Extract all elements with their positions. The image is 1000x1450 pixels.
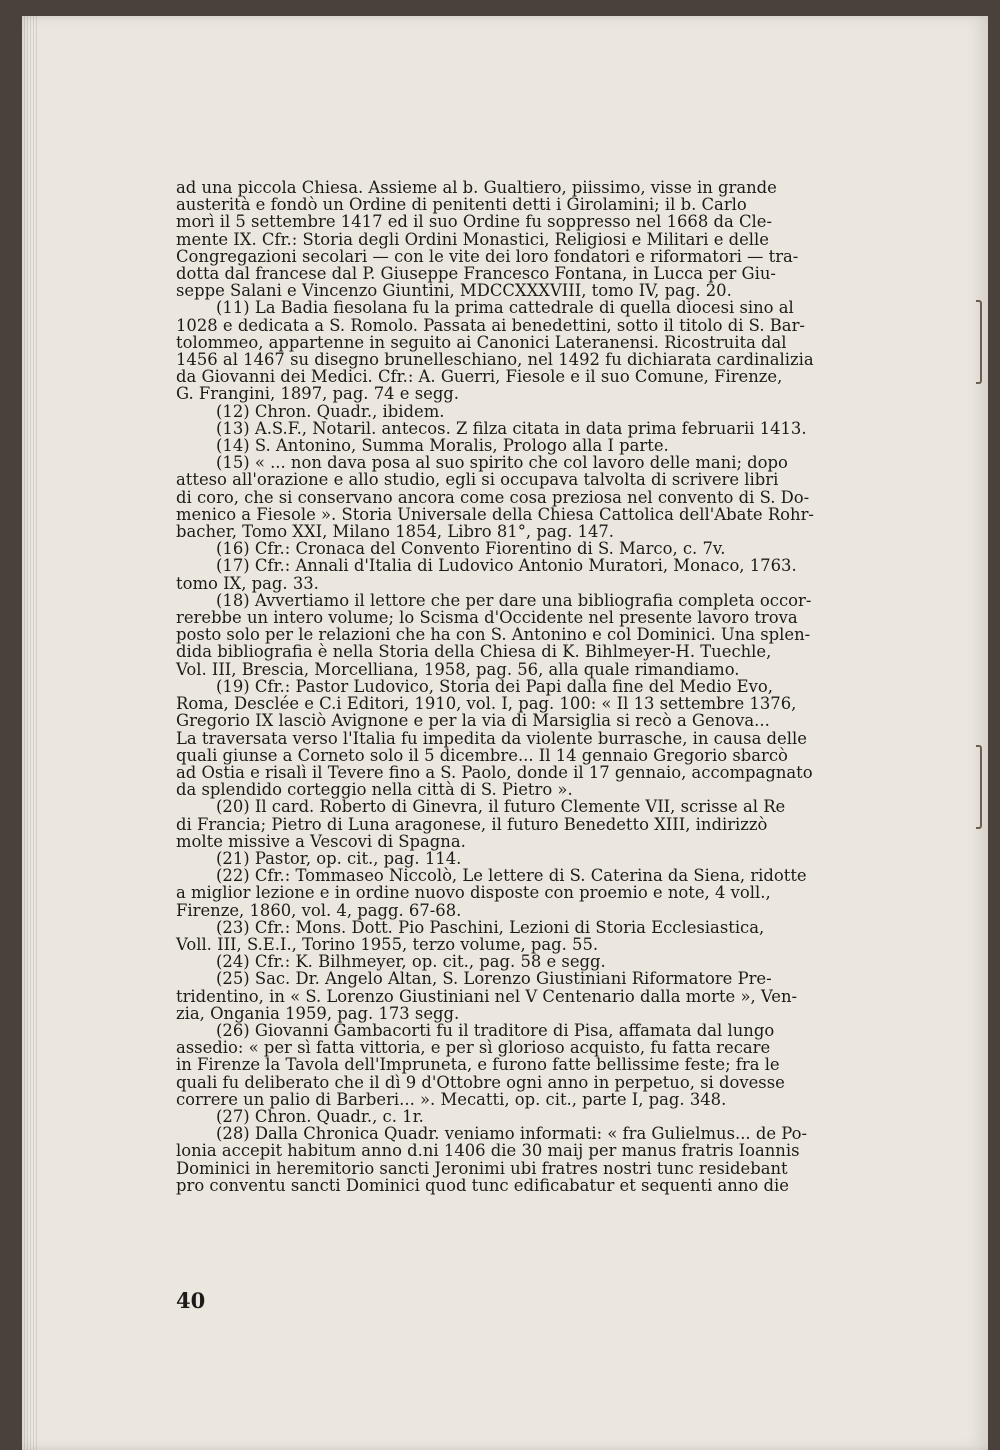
footnote-21: (21) Pastor, op. cit., pag. 114. bbox=[216, 848, 462, 868]
text-line: ad una piccola Chiesa. Assieme al b. Gualtiero, piissimo, visse in grande bbox=[176, 178, 777, 197]
text-line: La traversata verso l'Italia fu impedita da violente burrasche, in causa delle bbox=[176, 728, 807, 748]
text-line: quali fu deliberato che il dì 9 d'Ottobre ogni anno in perpetuo, si dovesse bbox=[176, 1072, 785, 1092]
footnote-19: (19) Cfr.: Pastor Ludovico, Storia dei Papi dalla fine del Medio Evo, bbox=[216, 676, 773, 696]
footnotes-text bbox=[176, 179, 868, 1194]
footnote-18: (18) Avvertiamo il lettore che per dare una bibliografia completa occor- bbox=[216, 590, 812, 610]
text-line: morì il 5 settembre 1417 ed il suo Ordine fu soppresso nel 1668 da Cle- bbox=[176, 212, 772, 232]
footnote-22: (22) Cfr.: Tommaseo Niccolò, Le lettere di S. Caterina da Siena, ridotte bbox=[216, 866, 807, 886]
text-line: Dominici in heremitorio sancti Jeronimi ubi fratres nostri tunc residebant bbox=[176, 1158, 788, 1178]
text-line: Congregazioni secolari — con le vite dei loro fondatori e riformatori — tra- bbox=[176, 246, 799, 266]
footnote-11: (11) La Badia fiesolana fu la prima cattedrale di quella diocesi sino al bbox=[216, 298, 794, 318]
text-line: Firenze, 1860, vol. 4, pagg. 67-68. bbox=[176, 900, 462, 920]
text-line: seppe Salani e Vincenzo Giuntini, MDCCXXXVIII, tomo IV, pag. 20. bbox=[176, 281, 732, 301]
text-line: correre un palio di Barberi... ». Mecatti, op. cit., parte I, pag. 348. bbox=[176, 1089, 727, 1109]
text-line: Vol. III, Brescia, Morcelliana, 1958, pag. 56, alla quale rimandiamo. bbox=[176, 659, 740, 679]
text-line: G. Frangini, 1897, pag. 74 e segg. bbox=[176, 384, 460, 404]
text-line: 1028 e dedicata a S. Romolo. Passata ai benedettini, sotto il titolo di S. Bar- bbox=[176, 315, 805, 335]
text-line: menico a Fiesole ». Storia Universale della Chiesa Cattolica dell'Abate Rohr- bbox=[176, 504, 814, 524]
text-line: in Firenze la Tavola dell'Impruneta, e furono fatte bellissime feste; fra le bbox=[176, 1055, 780, 1075]
margin-mark bbox=[976, 300, 982, 384]
page-number: 40 bbox=[176, 1288, 206, 1313]
footnote-27: (27) Chron. Quadr., c. 1r. bbox=[216, 1106, 424, 1126]
text-line: rerebbe un intero volume; lo Scisma d'Occidente nel presente lavoro trova bbox=[176, 608, 798, 628]
footnote-25: (25) Sac. Dr. Angelo Altan, S. Lorenzo Giustiniani Riformatore Pre- bbox=[216, 969, 772, 989]
text-line: assedio: « per sì fatta vittoria, e per sì glorioso acquisto, fu fatta recare bbox=[176, 1038, 771, 1058]
text-line: Roma, Desclée e C.i Editori, 1910, vol. I, pag. 100: « Il 13 settembre 1376, bbox=[176, 694, 797, 714]
text-line: 1456 al 1467 su disegno brunelleschiano, nel 1492 fu dichiarata cardinalizia bbox=[176, 350, 814, 370]
text-line: austerità e fondò un Ordine di penitenti detti i Girolamini; il b. Carlo bbox=[176, 195, 747, 215]
page-edges bbox=[24, 16, 38, 1450]
text-line: pro conventu sancti Dominici quod tunc edificabatur et sequenti anno die bbox=[176, 1175, 789, 1195]
footnote-28: (28) Dalla Chronica Quadr. veniamo informati: « fra Gulielmus... de Po- bbox=[216, 1124, 808, 1144]
footnote-12: (12) Chron. Quadr., ibidem. bbox=[216, 401, 445, 421]
text-line: tolommeo, appartenne in seguito ai Canonici Lateranensi. Ricostruita dal bbox=[176, 332, 787, 352]
text-line: Voll. III, S.E.I., Torino 1955, terzo volume, pag. 55. bbox=[176, 934, 599, 954]
text-line: ad Ostia e risalì il Tevere fino a S. Paolo, donde il 17 gennaio, accompagnato bbox=[176, 762, 813, 782]
text-line: molte missive a Vescovi di Spagna. bbox=[176, 831, 466, 851]
text-line: zia, Ongania 1959, pag. 173 segg. bbox=[176, 1003, 460, 1023]
footnote-17: (17) Cfr.: Annali d'Italia di Ludovico Antonio Muratori, Monaco, 1763. bbox=[216, 556, 797, 576]
margin-mark bbox=[976, 745, 982, 829]
text-line: Gregorio IX lasciò Avignone e per la via di Marsiglia si recò a Genova... bbox=[176, 711, 770, 731]
text-line: da Giovanni dei Medici. Cfr.: A. Guerri, Fiesole e il suo Comune, Firenze, bbox=[176, 367, 783, 387]
text-line: da splendido corteggio nella città di S. Pietro ». bbox=[176, 780, 573, 800]
text-line: atteso all'orazione e allo studio, egli si occupava talvolta di scrivere libri bbox=[176, 470, 779, 490]
footnote-23: (23) Cfr.: Mons. Dott. Pio Paschini, Lezioni di Storia Ecclesiastica, bbox=[216, 917, 765, 937]
text-line: bacher, Tomo XXI, Milano 1854, Libro 81°, pag. 147. bbox=[176, 522, 615, 542]
text-line: lonia accepit habitum anno d.ni 1406 die 30 maij per manus fratris Ioannis bbox=[176, 1141, 800, 1161]
footnote-26: (26) Giovanni Gambacorti fu il traditore di Pisa, affamata dal lungo bbox=[216, 1020, 775, 1040]
text-line: dotta dal francese dal P. Giuseppe Francesco Fontana, in Lucca per Giu- bbox=[176, 264, 776, 284]
text-line: posto solo per le relazioni che ha con S. Antonino e col Dominici. Una splen- bbox=[176, 625, 811, 645]
footnote-14: (14) S. Antonino, Summa Moralis, Prologo alla I parte. bbox=[216, 436, 669, 456]
text-line: a miglior lezione e in ordine nuovo disposte con proemio e note, 4 voll., bbox=[176, 883, 771, 903]
text-line: di coro, che si conservano ancora come cosa preziosa nel convento di S. Do- bbox=[176, 487, 810, 507]
footnote-13: (13) A.S.F., Notaril. antecos. Z filza citata in data prima februarii 1413. bbox=[216, 418, 807, 438]
text-line: tomo IX, pag. 33. bbox=[176, 573, 319, 593]
footnote-16: (16) Cfr.: Cronaca del Convento Fiorentino di S. Marco, c. 7v. bbox=[216, 539, 726, 559]
footnote-24: (24) Cfr.: K. Bilhmeyer, op. cit., pag. 58 e segg. bbox=[216, 952, 606, 972]
text-line: dida bibliografia è nella Storia della Chiesa di K. Bihlmeyer-H. Tuechle, bbox=[176, 642, 772, 662]
text-line: quali giunse a Corneto solo il 5 dicembre... Il 14 gennaio Gregorio sbarcò bbox=[176, 745, 788, 765]
text-line: tridentino, in « S. Lorenzo Giustiniani nel V Centenario dalla morte », Ven- bbox=[176, 986, 798, 1006]
footnote-15: (15) « ... non dava posa al suo spirito che col lavoro delle mani; dopo bbox=[216, 453, 788, 473]
text-line: di Francia; Pietro di Luna aragonese, il futuro Benedetto XIII, indirizzò bbox=[176, 814, 768, 834]
text-line: mente IX. Cfr.: Storia degli Ordini Monastici, Religiosi e Militari e delle bbox=[176, 229, 769, 249]
footnote-20: (20) Il card. Roberto di Ginevra, il futuro Clemente VII, scrisse al Re bbox=[216, 797, 786, 817]
